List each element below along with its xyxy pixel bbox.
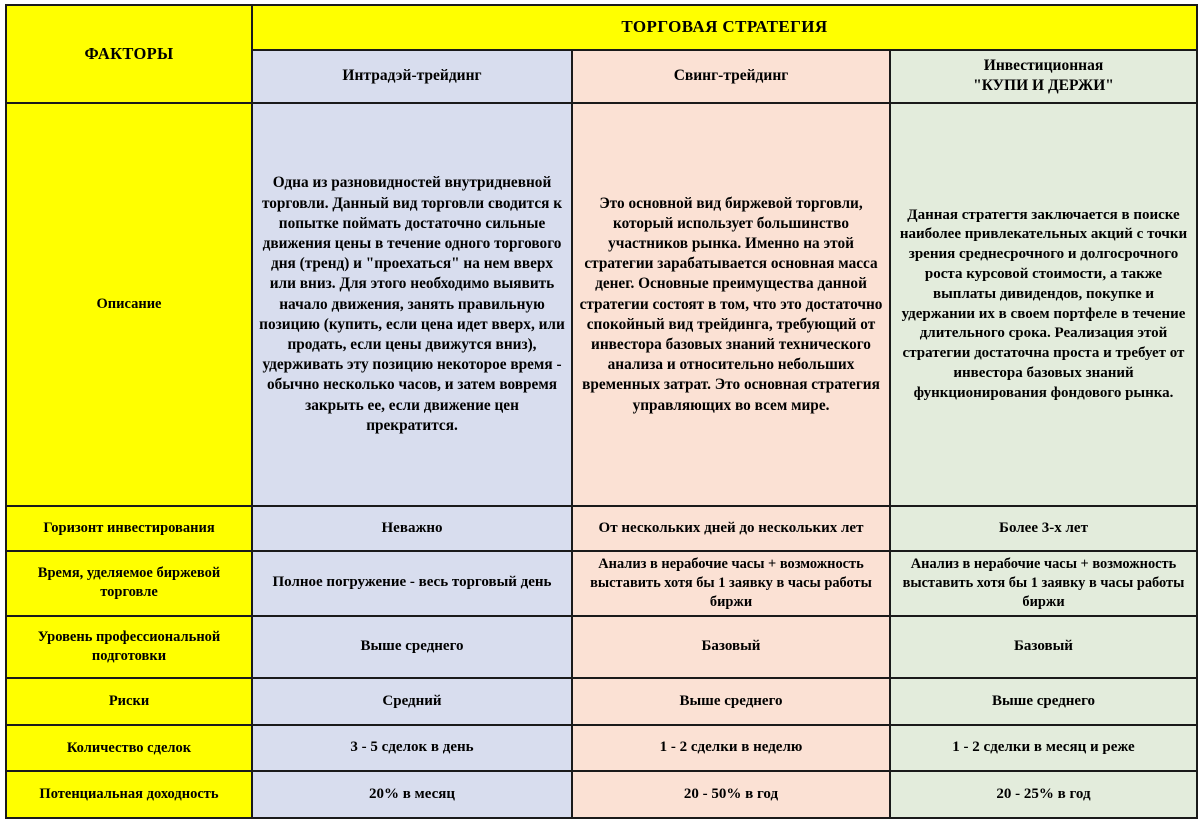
cell-time-intraday: Полное погружение - весь торговый день — [252, 551, 572, 616]
factors-header-cell: ФАКТОРЫ — [6, 5, 252, 103]
table-row — [6, 616, 1197, 679]
cell-description-swing: Это основной вид биржевой торговли, который использует большинство участников рынка. Именно на этой стратегии зарабатывается основная масса денег. Основные преимущества данной стратегии состоят в том, что это достаточно спокойный вид трейдинга, требующий от инвестора базовых знаний технического анализа и относительно небольших временных затрат. Это основная стратегия управляющих во всем мире. — [572, 103, 890, 506]
cell-risk-swing: Выше среднего — [572, 678, 890, 725]
table-title-row — [6, 5, 1197, 50]
cell-trades-swing: 1 - 2 сделки в неделю — [572, 725, 890, 772]
cell-level-hold: Базовый — [890, 616, 1197, 679]
table-row — [6, 103, 1197, 506]
cell-time-swing: Анализ в нерабочие часы + возможность выставить хотя бы 1 заявку в часы работы биржи — [572, 551, 890, 616]
row-label-risks: Риски — [6, 678, 252, 725]
cell-description-intraday: Одна из разновидностей внутридневной торговли. Данный вид торговли сводится к попытке поймать достаточно сильные движения цены в течение одного торгового дня (тренд) и "проехаться" на нем вверх или вниз. Для этого необходимо выявить начало движения, занять правильную позицию (купить, если цена идет вверх, или продать, если цены движутся вниз), удерживать эту позицию некоторое время - обычно несколько часов, и затем вовремя закрыть ее, если движение цен прекратится. — [252, 103, 572, 506]
cell-yield-hold: 20 - 25% в год — [890, 771, 1197, 818]
cell-level-swing: Базовый — [572, 616, 890, 679]
cell-trades-intraday: 3 - 5 сделок в день — [252, 725, 572, 772]
cell-risk-hold: Выше среднего — [890, 678, 1197, 725]
cell-horizon-intraday: Неважно — [252, 506, 572, 551]
cell-level-intraday: Выше среднего — [252, 616, 572, 679]
row-label-professional-level: Уровень профессиональной подготовки — [6, 616, 252, 679]
row-label-time-devoted: Время, уделяемое биржевой торговле — [6, 551, 252, 616]
table-row — [6, 771, 1197, 818]
column-header-swing: Свинг-трейдинг — [572, 50, 890, 104]
cell-time-hold: Анализ в нерабочие часы + возможность выставить хотя бы 1 заявку в часы работы биржи — [890, 551, 1197, 616]
row-label-potential-yield: Потенциальная доходность — [6, 771, 252, 818]
cell-yield-swing: 20 - 50% в год — [572, 771, 890, 818]
table-row — [6, 551, 1197, 616]
trading-strategy-comparison-table — [5, 4, 1198, 819]
row-label-number-of-trades: Количество сделок — [6, 725, 252, 772]
column-header-buy-and-hold-line2: "КУПИ И ДЕРЖИ" — [973, 77, 1114, 95]
cell-horizon-hold: Более 3-х лет — [890, 506, 1197, 551]
cell-risk-intraday: Средний — [252, 678, 572, 725]
table-row — [6, 678, 1197, 725]
cell-description-hold: Данная стратегтя заключается в поиске наиболее привлекательных акций с точки зрения среднесрочного и долгосрочного роста курсовой стоимости, а также выплаты дивидендов, покупке и удержании их в своем портфеле в течение длительного срока. Реализация этой стратегии достаточна проста и требует от инвестора базовых знаний функционирования фондового рынка. — [890, 103, 1197, 506]
cell-yield-intraday: 20% в месяц — [252, 771, 572, 818]
cell-trades-hold: 1 - 2 сделки в месяц и реже — [890, 725, 1197, 772]
cell-horizon-swing: От нескольких дней до нескольких лет — [572, 506, 890, 551]
row-label-description: Описание — [6, 103, 252, 506]
table-row — [6, 725, 1197, 772]
column-header-buy-and-hold-line1: Инвестиционная — [983, 56, 1104, 74]
strategy-title-cell: ТОРГОВАЯ СТРАТЕГИЯ — [252, 5, 1197, 50]
row-label-investment-horizon: Горизонт инвестирования — [6, 506, 252, 551]
column-header-intraday: Интрадэй-трейдинг — [252, 50, 572, 104]
column-header-buy-and-hold — [890, 50, 1197, 104]
table-row — [6, 506, 1197, 551]
